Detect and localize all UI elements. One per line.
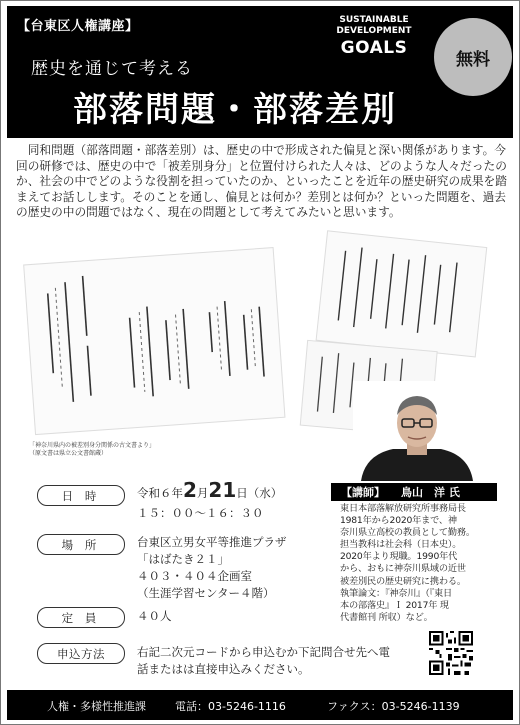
lecturer-header (331, 483, 497, 501)
free-badge: 無料 (434, 18, 512, 96)
sdg-logo-line3: GOALS (340, 38, 408, 58)
caption-line1: 「神奈川県内の被差別身分関係の古文書より」 (29, 442, 156, 449)
date-day: 21 (208, 478, 237, 502)
date-month: 2 (183, 478, 197, 502)
lecturer-bio (340, 503, 496, 624)
capacity-value: ４０人 (137, 609, 172, 623)
apply-line1: 右記二次元コードから申込むか下記問合せ先へ電 (137, 645, 390, 659)
bio-line: 代書館刊 所収）など。 (340, 611, 433, 623)
bio-line: 本の部落史』Ｉ 2017年 現 (340, 599, 449, 611)
sdg-logo (331, 15, 417, 59)
date-value (137, 478, 283, 502)
bio-line: 東日本部落解放研究所事務局長 (340, 503, 466, 514)
series-label: 【台東区人権講座】 (17, 19, 139, 34)
bio-line: 2020年より現職。1990年代 (340, 551, 458, 563)
footer-bar (7, 690, 513, 720)
caption-line2: （原文書は県立公文書館蔵） (29, 450, 108, 457)
subtitle: 歴史を通じて考える (31, 59, 193, 79)
lecturer-photo (353, 381, 481, 481)
document-left (24, 248, 285, 435)
bio-line: から、おもに神奈川県域の近世 (340, 563, 466, 575)
sdg-logo-line1: SUSTAINABLE (339, 15, 409, 25)
place-line2: 「はばたき２１」 (137, 552, 229, 566)
image-caption (29, 442, 155, 458)
page-title: 部落問題・部落差別 (73, 90, 397, 130)
qr-code[interactable] (429, 631, 473, 675)
place-line4: （生涯学習センター４階） (137, 586, 275, 600)
date-label: 日 時 (37, 485, 125, 506)
header-banner (7, 6, 513, 138)
footer-department: 人権・多様性推進課 (47, 700, 146, 713)
bio-line: 被差別民の歴史研究に携わる。 (340, 575, 466, 587)
footer-phone: 電話：03-5246-1116 (175, 700, 286, 713)
capacity-label: 定 員 (37, 607, 125, 628)
intro-text: 同和問題（部落問題・部落差別）は、歴史の中で形成された偏見と深い関係があります。今回の研修では、歴史の中で「被差別身分」と位置付けられた人々は、どのような人々だったのか、社会の中でどのような役割を担っていたのか、といったことを近年の歴史研究の成果を踏まえてお話しします。そのことを通し、偏見とは何か？差別とは何か？といった問題を、過去の歴史の中の問題ではなく、現在の問題として考えてみたいと思います。 (16, 143, 507, 219)
date-day-suffix: 日（水） (236, 486, 283, 500)
time-value: １５：００～１６：３０ (137, 506, 264, 520)
date-month-suffix: 月 (196, 486, 209, 500)
place-line1: 台東区立男女平等推進プラザ (137, 535, 287, 549)
bio-line: 1981年から2020年まで、神 (340, 515, 457, 527)
apply-line2: 話またはは直接申込みください。 (137, 662, 310, 676)
sdg-logo-line2: DEVELOPMENT (336, 26, 412, 36)
apply-label: 申込方法 (37, 643, 125, 664)
date-prefix: 令和６年 (137, 486, 183, 500)
place-line3: ４０３・４０４企画室 (137, 569, 252, 583)
document-right-top (316, 231, 487, 357)
place-label: 場 所 (37, 534, 125, 555)
bio-line: 奈川県立高校の教員として勤務。 (340, 527, 475, 539)
lecturer-name: 鳥山 洋 氏 (401, 486, 460, 499)
lecturer-role: 【講師】 (341, 486, 385, 499)
bio-line: 担当教科は社会科（日本史）。 (340, 539, 462, 551)
bio-line: 執筆論文：『神奈川』（『東日 (340, 587, 453, 599)
footer-fax: ファクス：03-5246-1139 (327, 700, 460, 713)
